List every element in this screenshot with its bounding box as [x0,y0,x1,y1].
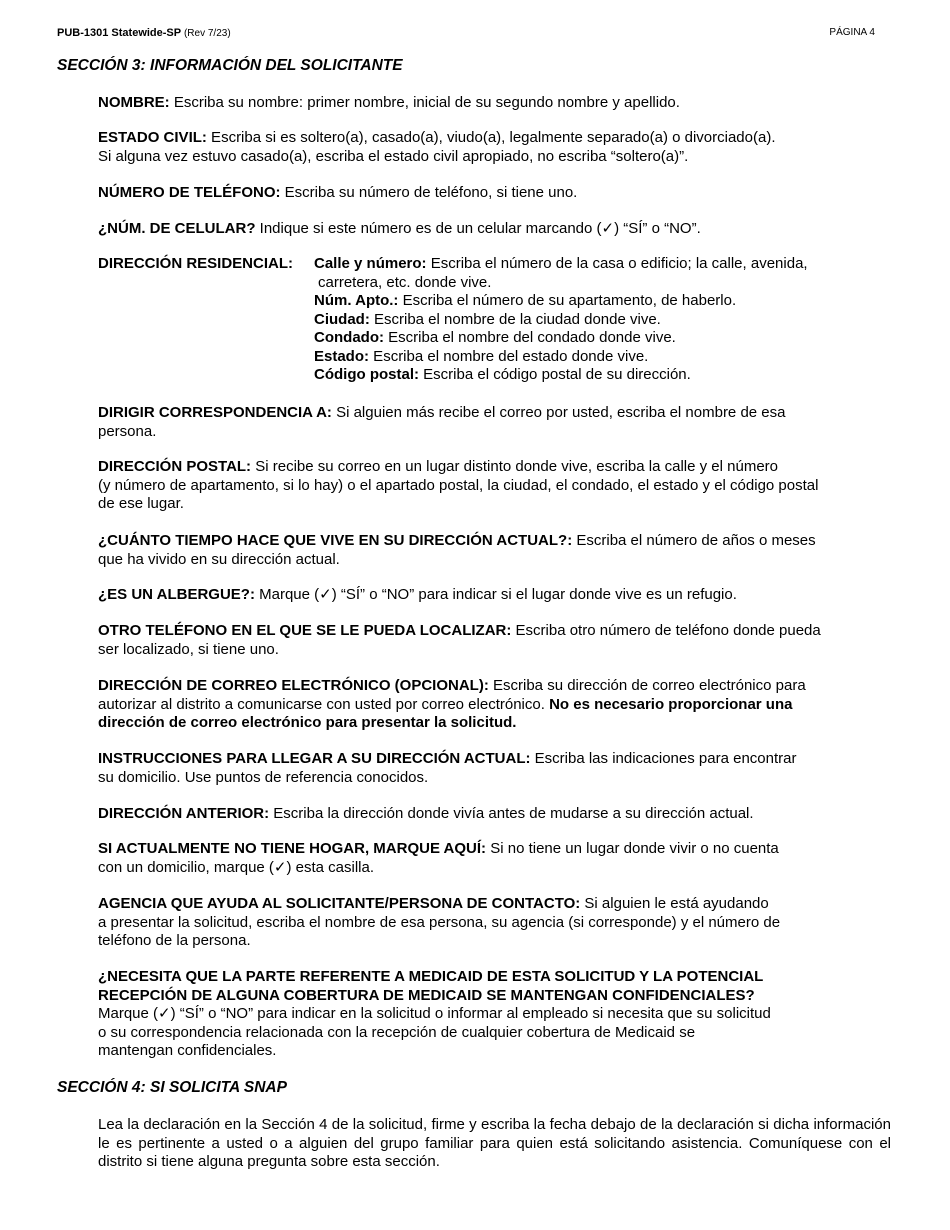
entry-label: INSTRUCCIONES PARA LLEGAR A SU DIRECCIÓN ACTUAL: [98,750,531,767]
entry-instrucciones [98,750,898,787]
entry-text: Marque (✓) “SÍ” o “NO” para indicar si el lugar donde vive es un refugio. [254,586,737,603]
entry-text: Si alguien le está ayudando [580,895,769,912]
item-label: Calle y número: [314,255,427,272]
entry-text: que ha vivido en su dirección actual. [98,550,340,568]
entry-text: Escriba otro número de teléfono donde pueda [511,622,821,639]
entry-agencia [98,895,898,951]
entry-albergue [98,586,898,605]
entry-label: OTRO TELÉFONO EN EL QUE SE LE PUEDA LOCALIZAR: [98,622,512,639]
section-3-title: SECCIÓN 3: INFORMACIÓN DEL SOLICITANTE [57,57,403,74]
entry-label: SI ACTUALMENTE NO TIENE HOGAR, MARQUE AQUÍ: [98,840,487,857]
entry-label: DIRIGIR CORRESPONDENCIA A: [98,404,332,421]
item-label: Condado: [314,329,384,346]
entry-telefono [98,184,898,203]
page-number: PÁGINA 4 [829,27,875,38]
entry-text: Escriba la dirección donde vivía antes de mudarse a su dirección actual. [269,805,754,822]
entry-label: NÚMERO DE TELÉFONO: [98,184,281,201]
item-label: Estado: [314,347,370,365]
entry-label: DIRECCIÓN DE CORREO ELECTRÓNICO (OPCIONAL): [98,677,489,694]
address-item-ciudad [314,311,874,330]
entry-sin-hogar [98,840,898,877]
entry-medicaid [98,968,898,1061]
entry-text: (y número de apartamento, si lo hay) o el apartado postal, la ciudad, el condado, el estado y el código postal [98,476,819,494]
entry-estado-civil [98,129,898,166]
entry-label: DIRECCIÓN RESIDENCIAL: [98,255,294,272]
entry-text: a presentar la solicitud, escriba el nombre de esa persona, su agencia (si corresponde) y el número de [98,913,781,931]
item-label: Núm. Apto.: [314,292,399,309]
section-4-text: Lea la declaración en la Sección 4 de la solicitud, firme y escriba la fecha debajo de la declaración si dicha información le es pertinente a usted o a alguien del grupo familiar para quien está solicitando asistencia. Comuníquese con el distrito si tiene alguna pregunta sobre esta sección. [98,1116,891,1170]
entry-text: mantengan confidenciales. [98,1042,277,1059]
item-label: Código postal: [314,366,419,383]
address-item-calle [314,255,874,292]
entry-text: ser localizado, si tiene uno. [98,640,279,658]
entry-text: Escriba las indicaciones para encontrar [530,750,797,767]
page-header [57,27,875,43]
entry-text: Escriba el número de años o meses [572,532,816,549]
entry-otro-telefono [98,622,898,659]
address-item-condado [314,329,874,348]
item-text: Escriba el código postal de su dirección. [419,366,691,383]
entry-label: ¿NECESITA QUE LA PARTE REFERENTE A MEDICAID DE ESTA SOLICITUD Y LA POTENCIAL [98,968,764,985]
entry-text: Si no tiene un lugar donde vivir o no cuenta [486,840,779,857]
entry-label: DIRECCIÓN POSTAL: [98,458,252,475]
address-items [314,255,874,385]
entry-text: Si recibe su correo en un lugar distinto donde vive, escriba la calle y el número [251,458,779,475]
entry-label: DIRECCIÓN ANTERIOR: [98,805,270,822]
entry-correo [98,677,898,733]
entry-bold-text: dirección de correo electrónico para presentar la solicitud. [98,714,517,731]
entry-label: NOMBRE: [98,94,170,111]
entry-nombre [98,94,898,113]
entry-label: RECEPCIÓN DE ALGUNA COBERTURA DE MEDICAID SE MANTENGAN CONFIDENCIALES? [98,986,755,1004]
entry-text: persona. [98,422,157,440]
entry-text: Escriba su dirección de correo electrónico para [488,677,806,694]
form-revision: (Rev 7/23) [183,28,231,39]
entry-tiempo [98,532,898,569]
entry-text: autorizar al distrito a comunicarse con usted por correo electrónico. [98,695,550,713]
entry-text: Escriba su número de teléfono, si tiene uno. [280,184,578,201]
address-item-apto [314,292,874,311]
entry-text: Escriba si es soltero(a), casado(a), viudo(a), legalmente separado(a) o divorciado(a). [206,129,776,146]
entry-label: ¿NÚM. DE CELULAR? [98,220,256,237]
address-item-postal [314,366,874,385]
entry-postal [98,458,898,514]
item-text: carretera, etc. donde vive. [318,273,492,291]
entry-dirigir [98,404,898,441]
entry-bold-text: No es necesario proporcionar una [549,695,793,713]
address-item-estado [314,348,874,367]
entry-label: ¿ES UN ALBERGUE?: [98,586,255,603]
entry-text: Si alguna vez estuvo casado(a), escriba el estado civil apropiado, no escriba “soltero(a)”. [98,147,689,165]
item-text: Escriba el nombre de la ciudad donde vive. [369,310,661,328]
entry-label: AGENCIA QUE AYUDA AL SOLICITANTE/PERSONA DE CONTACTO: [98,895,581,912]
entry-text: Escriba su nombre: primer nombre, inicial de su segundo nombre y apellido. [169,94,680,111]
entry-anterior [98,805,898,824]
entry-text: teléfono de la persona. [98,932,251,949]
entry-text: con un domicilio, marque (✓) esta casilla. [98,858,375,876]
entry-text: o su correspondencia relacionada con la recepción de cualquier cobertura de Medicaid se [98,1023,696,1041]
entry-text: su domicilio. Use puntos de referencia conocidos. [98,768,429,786]
form-id: PUB-1301 Statewide-SP [57,27,181,39]
entry-text: Marque (✓) “SÍ” o “NO” para indicar en la solicitud o informar al empleado si necesita que su solicitud [98,1005,771,1022]
entry-text: Si alguien más recibe el correo por usted, escriba el nombre de esa [331,404,786,421]
entry-celular [98,220,898,239]
item-text: Escriba el nombre del estado donde vive. [369,347,649,365]
entry-label: ¿CUÁNTO TIEMPO HACE QUE VIVE EN SU DIRECCIÓN ACTUAL?: [98,532,573,549]
item-text: Escriba el nombre del condado donde vive. [383,329,676,346]
entry-text: de ese lugar. [98,495,184,512]
entry-text: Indique si este número es de un celular marcando (✓) “SÍ” o “NO”. [255,220,701,237]
item-label: Ciudad: [314,310,370,328]
entry-label: ESTADO CIVIL: [98,129,207,146]
section-4-title: SECCIÓN 4: SI SOLICITA SNAP [57,1079,287,1096]
item-text: Escriba el número de la casa o edificio; la calle, avenida, [426,255,808,272]
item-text: Escriba el número de su apartamento, de haberlo. [398,292,737,309]
